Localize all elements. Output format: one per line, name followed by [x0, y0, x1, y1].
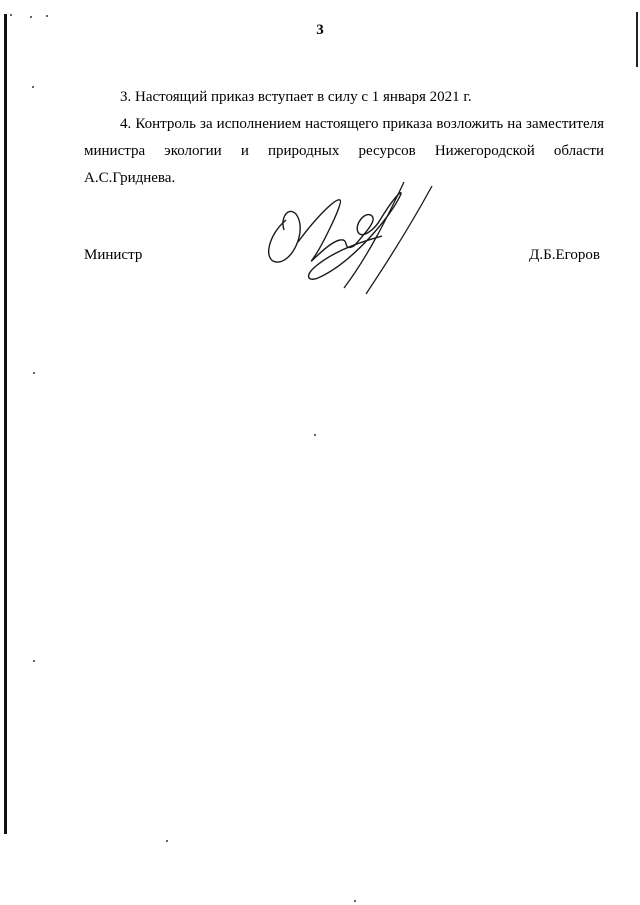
page-number: 3	[316, 22, 324, 38]
signer-name: Д.Б.Егоров	[529, 247, 600, 263]
scan-speck	[33, 372, 35, 374]
scan-speck	[314, 434, 316, 436]
scan-speck	[46, 15, 48, 17]
scan-speck	[10, 14, 12, 16]
handwritten-signature	[258, 180, 448, 300]
scan-speck	[30, 16, 32, 18]
scan-speck	[354, 900, 356, 902]
paragraph-4: 4. Контроль за исполнением настоящего приказа возложить на заместителя министра экологии и природных ресурсов Нижегородской области А.С.Гриднева.	[84, 116, 604, 186]
scan-speck	[33, 660, 35, 662]
paragraph-3: 3. Настоящий приказ вступает в силу с 1 января 2021 г.	[120, 89, 472, 105]
scan-speck	[32, 86, 34, 88]
scan-border-right	[636, 12, 638, 67]
scan-border-left	[4, 14, 7, 834]
scan-speck	[166, 840, 168, 842]
signer-title: Министр	[84, 247, 143, 263]
